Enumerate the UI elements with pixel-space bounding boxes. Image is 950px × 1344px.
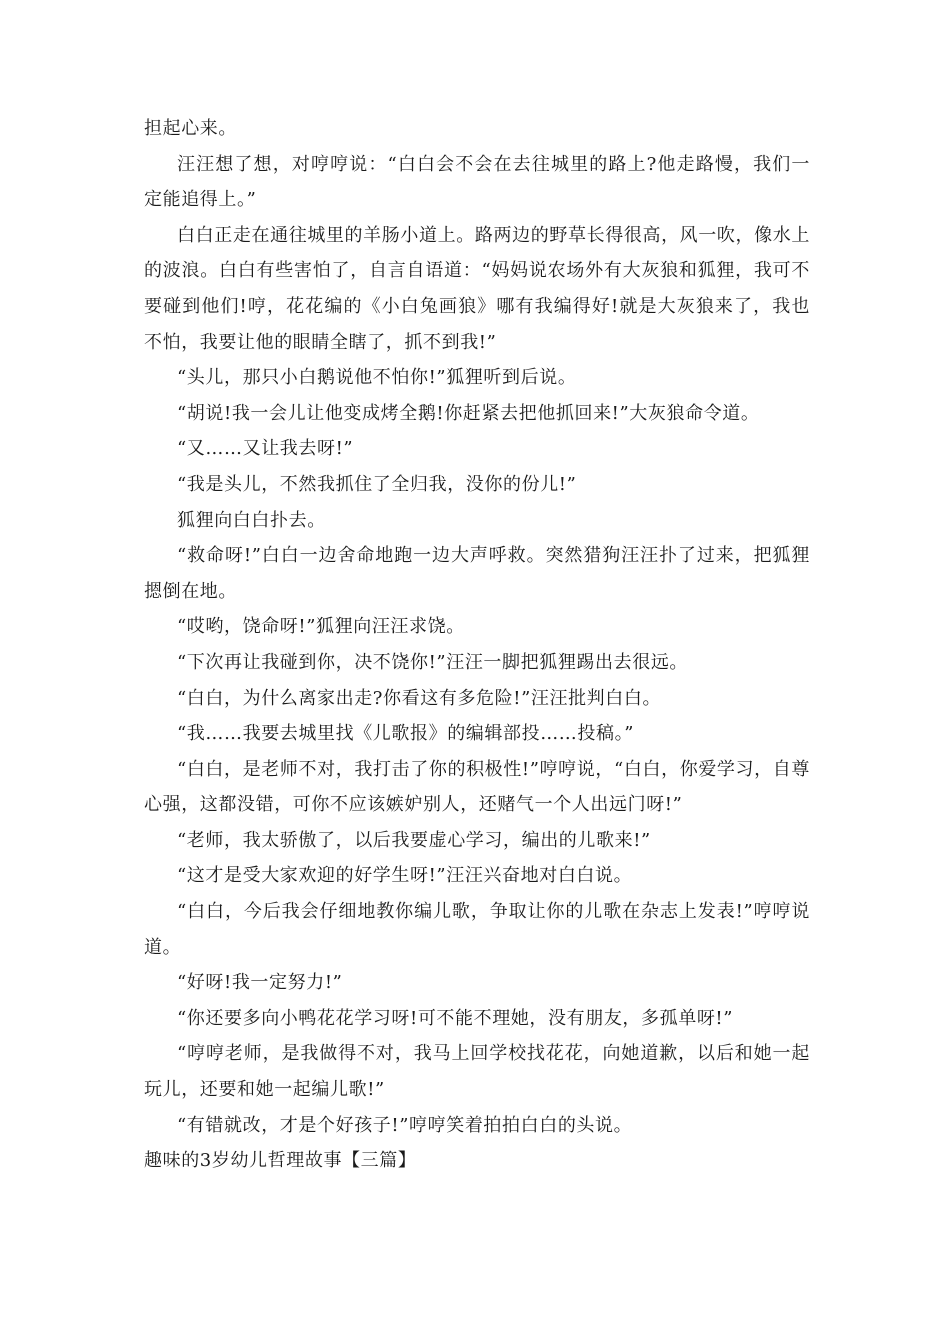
paragraph: “头儿，那只小白鹅说他不怕你!”狐狸听到后说。 <box>177 367 577 389</box>
paragraph: “我是头儿，不然我抓住了全归我，没你的份儿!” <box>177 473 577 495</box>
paragraph: 狐狸向白白扑去。 <box>177 509 326 531</box>
paragraph: “你还要多向小鸭花花学习呀!可不能不理她，没有朋友，多孤单呀!” <box>177 1007 734 1029</box>
paragraph: “白白，为什么离家出走?你看这有多危险!”汪汪批判白白。 <box>177 687 662 709</box>
paragraph: “有错就改，才是个好孩子!”哼哼笑着拍拍白白的头说。 <box>177 1114 633 1136</box>
paragraph: “白白，是老师不对，我打击了你的积极性!”哼哼说，“白白，你爱学习，自尊心强，这都没错，可你不应该嫉妒别人，还赌气一个人出远门呀!” <box>144 758 810 816</box>
paragraph: “又……又让我去呀!” <box>177 438 354 460</box>
paragraph: 白白正走在通往城里的羊肠小道上。路两边的野草长得很高，风一吹，像水上的波浪。白白有些害怕了，自言自语道：“妈妈说农场外有大灰狼和狐狸，我可不要碰到他们!哼，花花编的《小白兔画狼》哪有我编得好!就是大灰狼来了，我也不怕，我要让他的眼睛全瞎了，抓不到我!” <box>144 224 810 353</box>
paragraph: “哼哼老师，是我做得不对，我马上回学校找花花，向她道歉，以后和她一起玩儿，还要和她一起编儿歌!” <box>144 1043 810 1101</box>
document-page <box>144 111 810 1179</box>
paragraph: “老师，我太骄傲了，以后我要虚心学习，编出的儿歌来!” <box>177 829 651 851</box>
paragraph: 担起心来。 <box>144 118 237 139</box>
section-heading: 趣味的3岁幼儿哲理故事【三篇】 <box>144 1150 417 1172</box>
paragraph: “胡说!我一会儿让他变成烤全鹅!你赶紧去把他抓回来!”大灰狼命令道。 <box>177 402 760 424</box>
paragraph: “救命呀!”白白一边舍命地跑一边大声呼救。突然猎狗汪汪扑了过来，把狐狸摁倒在地。 <box>144 545 810 602</box>
paragraph: “好呀!我一定努力!” <box>177 972 343 994</box>
paragraph: “白白，今后我会仔细地教你编儿歌，争取让你的儿歌在杂志上发表!”哼哼说道。 <box>144 901 810 958</box>
paragraph: 汪汪想了想，对哼哼说：“白白会不会在去往城里的路上?他走路慢，我们一定能追得上。” <box>144 153 810 211</box>
paragraph: “这才是受大家欢迎的好学生呀!”汪汪兴奋地对白白说。 <box>177 865 633 887</box>
paragraph: “哎哟，饶命呀!”狐狸向汪汪求饶。 <box>177 616 465 638</box>
paragraph: “下次再让我碰到你，决不饶你!”汪汪一脚把狐狸踢出去很远。 <box>177 651 689 673</box>
paragraph: “我……我要去城里找《儿歌报》的编辑部投……投稿。” <box>177 723 635 745</box>
